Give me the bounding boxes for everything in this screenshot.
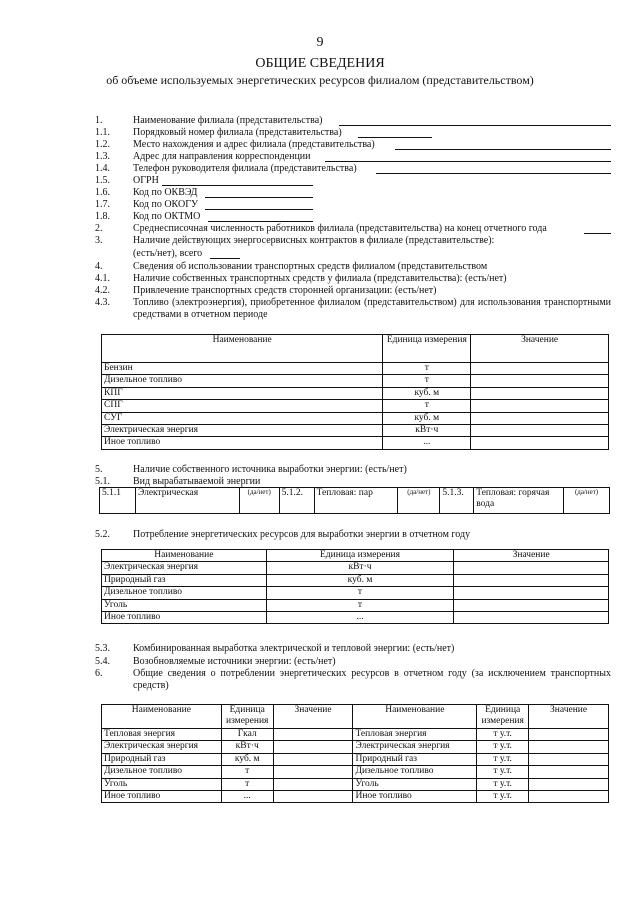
- table-header: Единица измерения: [477, 705, 529, 729]
- generation-fuel-table: [101, 549, 609, 624]
- item-4-2: 4.2. Привлечение транспортных средств сторонней организации: (есть/нет): [95, 285, 437, 296]
- value-cell[interactable]: [471, 363, 609, 375]
- page-number: 9: [316, 35, 324, 50]
- item-1-7: 1.7. Код по ОКОГУ: [0, 199, 640, 212]
- table-row: Бензин т: [102, 363, 609, 375]
- value-cell[interactable]: [454, 611, 609, 623]
- value-cell[interactable]: [471, 387, 609, 399]
- table-row: Природный газ куб. м Природный газ т у.т.: [102, 753, 609, 765]
- table-row: Иное топливо ...: [102, 611, 609, 623]
- value-cell[interactable]: [273, 741, 353, 753]
- value-cell[interactable]: [471, 424, 609, 436]
- table-row: Электрическая энергия кВт·ч: [102, 424, 609, 436]
- fill-line[interactable]: [205, 199, 313, 210]
- item-4-3: 4.3. Топливо (электроэнергия), приобретенное филиалом (представительством) для использования транспортными средствами в отчетном периоде: [95, 297, 611, 320]
- value-cell[interactable]: [529, 778, 609, 790]
- fill-line[interactable]: [205, 187, 313, 198]
- table-row: Тепловая энергия Гкал Тепловая энергия т у.т.: [102, 729, 609, 741]
- value-cell[interactable]: [454, 599, 609, 611]
- item-3-total: (есть/нет), всего: [0, 248, 640, 261]
- table-header: Значение: [454, 550, 609, 562]
- value-cell[interactable]: [529, 766, 609, 778]
- table-row: Электрическая энергия кВт·ч Электрическая энергия т у.т.: [102, 741, 609, 753]
- item-5-3: 5.3. Комбинированная выработка электрической и тепловой энергии: (есть/нет): [95, 643, 455, 654]
- table-header: Наименование: [353, 705, 477, 729]
- fill-line[interactable]: [358, 127, 432, 138]
- yes-no-field[interactable]: (да/нет): [239, 488, 279, 514]
- value-cell[interactable]: [529, 729, 609, 741]
- table-header: Значение: [471, 335, 609, 363]
- table-header: Наименование: [102, 705, 222, 729]
- yes-no-field[interactable]: (да/нет): [564, 488, 610, 514]
- item-5-2: 5.2. Потребление энергетических ресурсов для выработки энергии в отчетном году: [95, 529, 471, 540]
- value-cell[interactable]: [529, 790, 609, 802]
- fill-line[interactable]: [376, 163, 611, 174]
- value-cell[interactable]: [273, 766, 353, 778]
- item-5-1: 5.1. Вид вырабатываемой энергии: [95, 476, 261, 487]
- table-row: Иное топливо ...: [102, 437, 609, 449]
- value-cell[interactable]: [471, 375, 609, 387]
- item-5-4: 5.4. Возобновляемые источники энергии: (есть/нет): [95, 656, 336, 667]
- item-6: 6. Общие сведения о потреблении энергетических ресурсов в отчетном году (за исключением транспортных средств): [95, 668, 611, 691]
- table-row: Дизельное топливо т: [102, 375, 609, 387]
- fill-line[interactable]: [395, 139, 611, 150]
- table-header: Единица измерения: [266, 550, 454, 562]
- table-header: Наименование: [102, 550, 267, 562]
- value-cell[interactable]: [471, 437, 609, 449]
- fill-line[interactable]: [210, 248, 240, 259]
- table-row: Уголь т: [102, 599, 609, 611]
- page-title: ОБЩИЕ СВЕДЕНИЯ: [255, 56, 385, 71]
- value-cell[interactable]: [273, 778, 353, 790]
- fill-line[interactable]: [584, 223, 611, 234]
- table-header: Единица измерения: [221, 705, 273, 729]
- table-header: Значение: [273, 705, 353, 729]
- page-subtitle: об объеме используемых энергетических ресурсов филиалом (представительством): [106, 73, 534, 87]
- table-header: Единица измерения: [383, 335, 471, 363]
- fill-line[interactable]: [208, 211, 313, 222]
- table-row: СПГ т: [102, 400, 609, 412]
- fill-line[interactable]: [325, 151, 611, 162]
- item-3: 3. Наличие действующих энергосервисных контрактов в филиале (представительстве):: [95, 235, 495, 246]
- item-1-5: 1.5. ОГРН: [0, 175, 640, 188]
- value-cell[interactable]: [529, 753, 609, 765]
- value-cell[interactable]: [454, 587, 609, 599]
- value-cell[interactable]: [471, 412, 609, 424]
- value-cell[interactable]: [273, 753, 353, 765]
- table-row: Уголь т Уголь т у.т.: [102, 778, 609, 790]
- value-cell[interactable]: [454, 574, 609, 586]
- item-4: 4. Сведения об использовании транспортных средств филиалом (представительством: [95, 261, 488, 272]
- table-row: Природный газ куб. м: [102, 574, 609, 586]
- fill-line[interactable]: [162, 175, 313, 186]
- energy-type-table: 5.1.1 Электрическая (да/нет) 5.1.2. Тепловая: пар (да/нет) 5.1.3. Тепловая: горячая вода (да/нет): [99, 487, 610, 514]
- table-row: Электрическая энергия кВт·ч: [102, 562, 609, 574]
- value-cell[interactable]: [273, 729, 353, 741]
- transport-fuel-table: [101, 334, 609, 450]
- table-row: Дизельное топливо т Дизельное топливо т у.т.: [102, 766, 609, 778]
- table-header: Значение: [529, 705, 609, 729]
- item-1-6: 1.6. Код по ОКВЭД: [0, 187, 640, 200]
- item-5: 5. Наличие собственного источника выработки энергии: (есть/нет): [95, 464, 407, 475]
- value-cell[interactable]: [529, 741, 609, 753]
- item-1-4: 1.4. Телефон руководителя филиала (представительства): [0, 163, 640, 176]
- item-1: 1. Наименование филиала (представительства): [0, 115, 640, 128]
- item-2: 2. Среднесписочная численность работников филиала (представительства) на конец отчетного года: [0, 223, 640, 236]
- table-row: СУГ куб. м: [102, 412, 609, 424]
- table-row: КПГ куб. м: [102, 387, 609, 399]
- item-1-1: 1.1. Порядковый номер филиала (представительства): [0, 127, 640, 140]
- item-1-3: 1.3. Адрес для направления корреспонденции: [0, 151, 640, 164]
- item-4-1: 4.1. Наличие собственных транспортных средств у филиала (представительства): (есть/нет): [95, 273, 507, 284]
- item-1-8: 1.8. Код по ОКТМО: [0, 211, 640, 224]
- value-cell[interactable]: [471, 400, 609, 412]
- value-cell[interactable]: [273, 790, 353, 802]
- fill-line[interactable]: [339, 115, 611, 126]
- yes-no-field[interactable]: (да/нет): [398, 488, 440, 514]
- table-header: Наименование: [102, 335, 383, 363]
- value-cell[interactable]: [454, 562, 609, 574]
- table-row: Иное топливо ... Иное топливо т у.т.: [102, 790, 609, 802]
- energy-consumption-table: [101, 704, 609, 803]
- item-1-2: 1.2. Место нахождения и адрес филиала (представительства): [0, 139, 640, 152]
- table-row: Дизельное топливо т: [102, 587, 609, 599]
